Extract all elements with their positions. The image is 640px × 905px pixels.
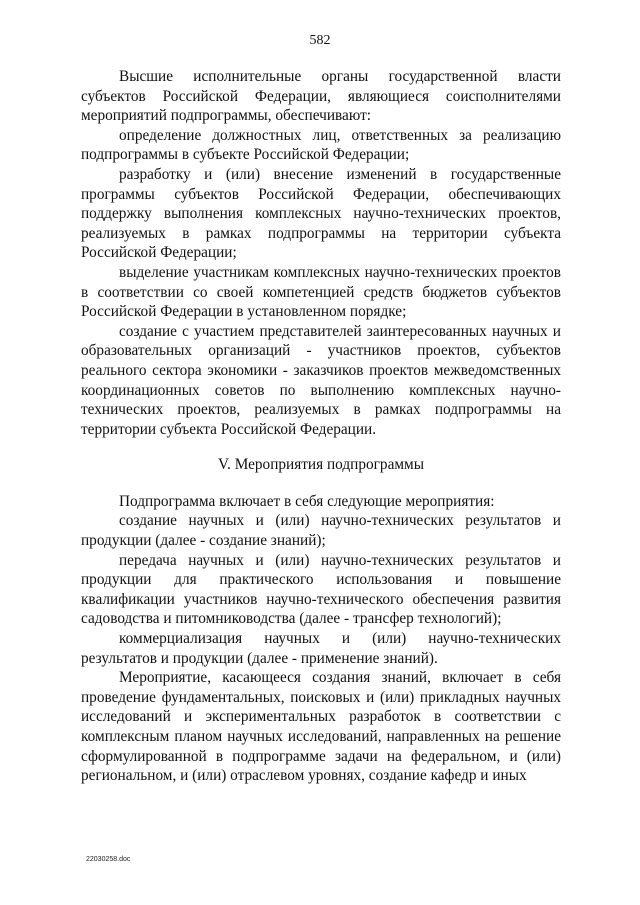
document-body xyxy=(81,67,561,786)
paragraph: Мероприятие, касающееся создания знаний, включает в себя проведение фундаментальных, поисковых и (или) прикладных научных исследований и экспериментальных разработок в соответствии с комплексным планом научных исследований, направленных на решение сформулированной в подпрограмме задачи на федеральном, и (или) региональном, и (или) отраслевом уровнях, создание кафедр и иных xyxy=(81,669,561,785)
paragraph: определение должностных лиц, ответственных за реализацию подпрограммы в субъекте Российской Федерации; xyxy=(81,126,561,164)
paragraph: разработку и (или) внесение изменений в государственные программы субъектов Российской Федерации, обеспечивающих поддержку выполнения комплексных научно-технических проектов, реализуемых в рамках подпрограммы на территории субъекта Российской Федерации; xyxy=(81,165,561,262)
section-heading: V. Мероприятия подпрограммы xyxy=(217,456,424,474)
paragraph: Высшие исполнительные органы государственной власти субъектов Российской Федерации, являющиеся соисполнителями мероприятий подпрограммы, обеспечивают: xyxy=(81,68,561,125)
paragraph: создание с участием представителей заинтересованных научных и образовательных организаций - участников проектов, субъектов реального сектора экономики - заказчиков проектов межведомственных координационных советов по выполнению комплексных научно-технических проектов, реализуемых в рамках подпрограммы на территории субъекта Российской Федерации. xyxy=(81,322,561,438)
page-number: 582 xyxy=(309,33,331,48)
paragraph: Подпрограмма включает в себя следующие мероприятия: xyxy=(119,492,495,510)
paragraph: коммерциализация научных и (или) научно-технических результатов и продукции (далее - применение знаний). xyxy=(81,630,561,667)
footer-file-code: 22030258.doc xyxy=(86,856,131,863)
paragraph: передача научных и (или) научно-технических результатов и продукции для практического использования и повышение квалификации участников научно-технического обеспечения развития садоводства и питомниководства (далее - трансфер технологий); xyxy=(81,551,561,628)
paragraph: выделение участникам комплексных научно-технических проектов в соответствии со своей компетенцией средств бюджетов субъектов Российской Федерации в установленном порядке; xyxy=(81,263,561,321)
paragraph: создание научных и (или) научно-технических результатов и продукции (далее - создание знаний); xyxy=(81,512,561,550)
